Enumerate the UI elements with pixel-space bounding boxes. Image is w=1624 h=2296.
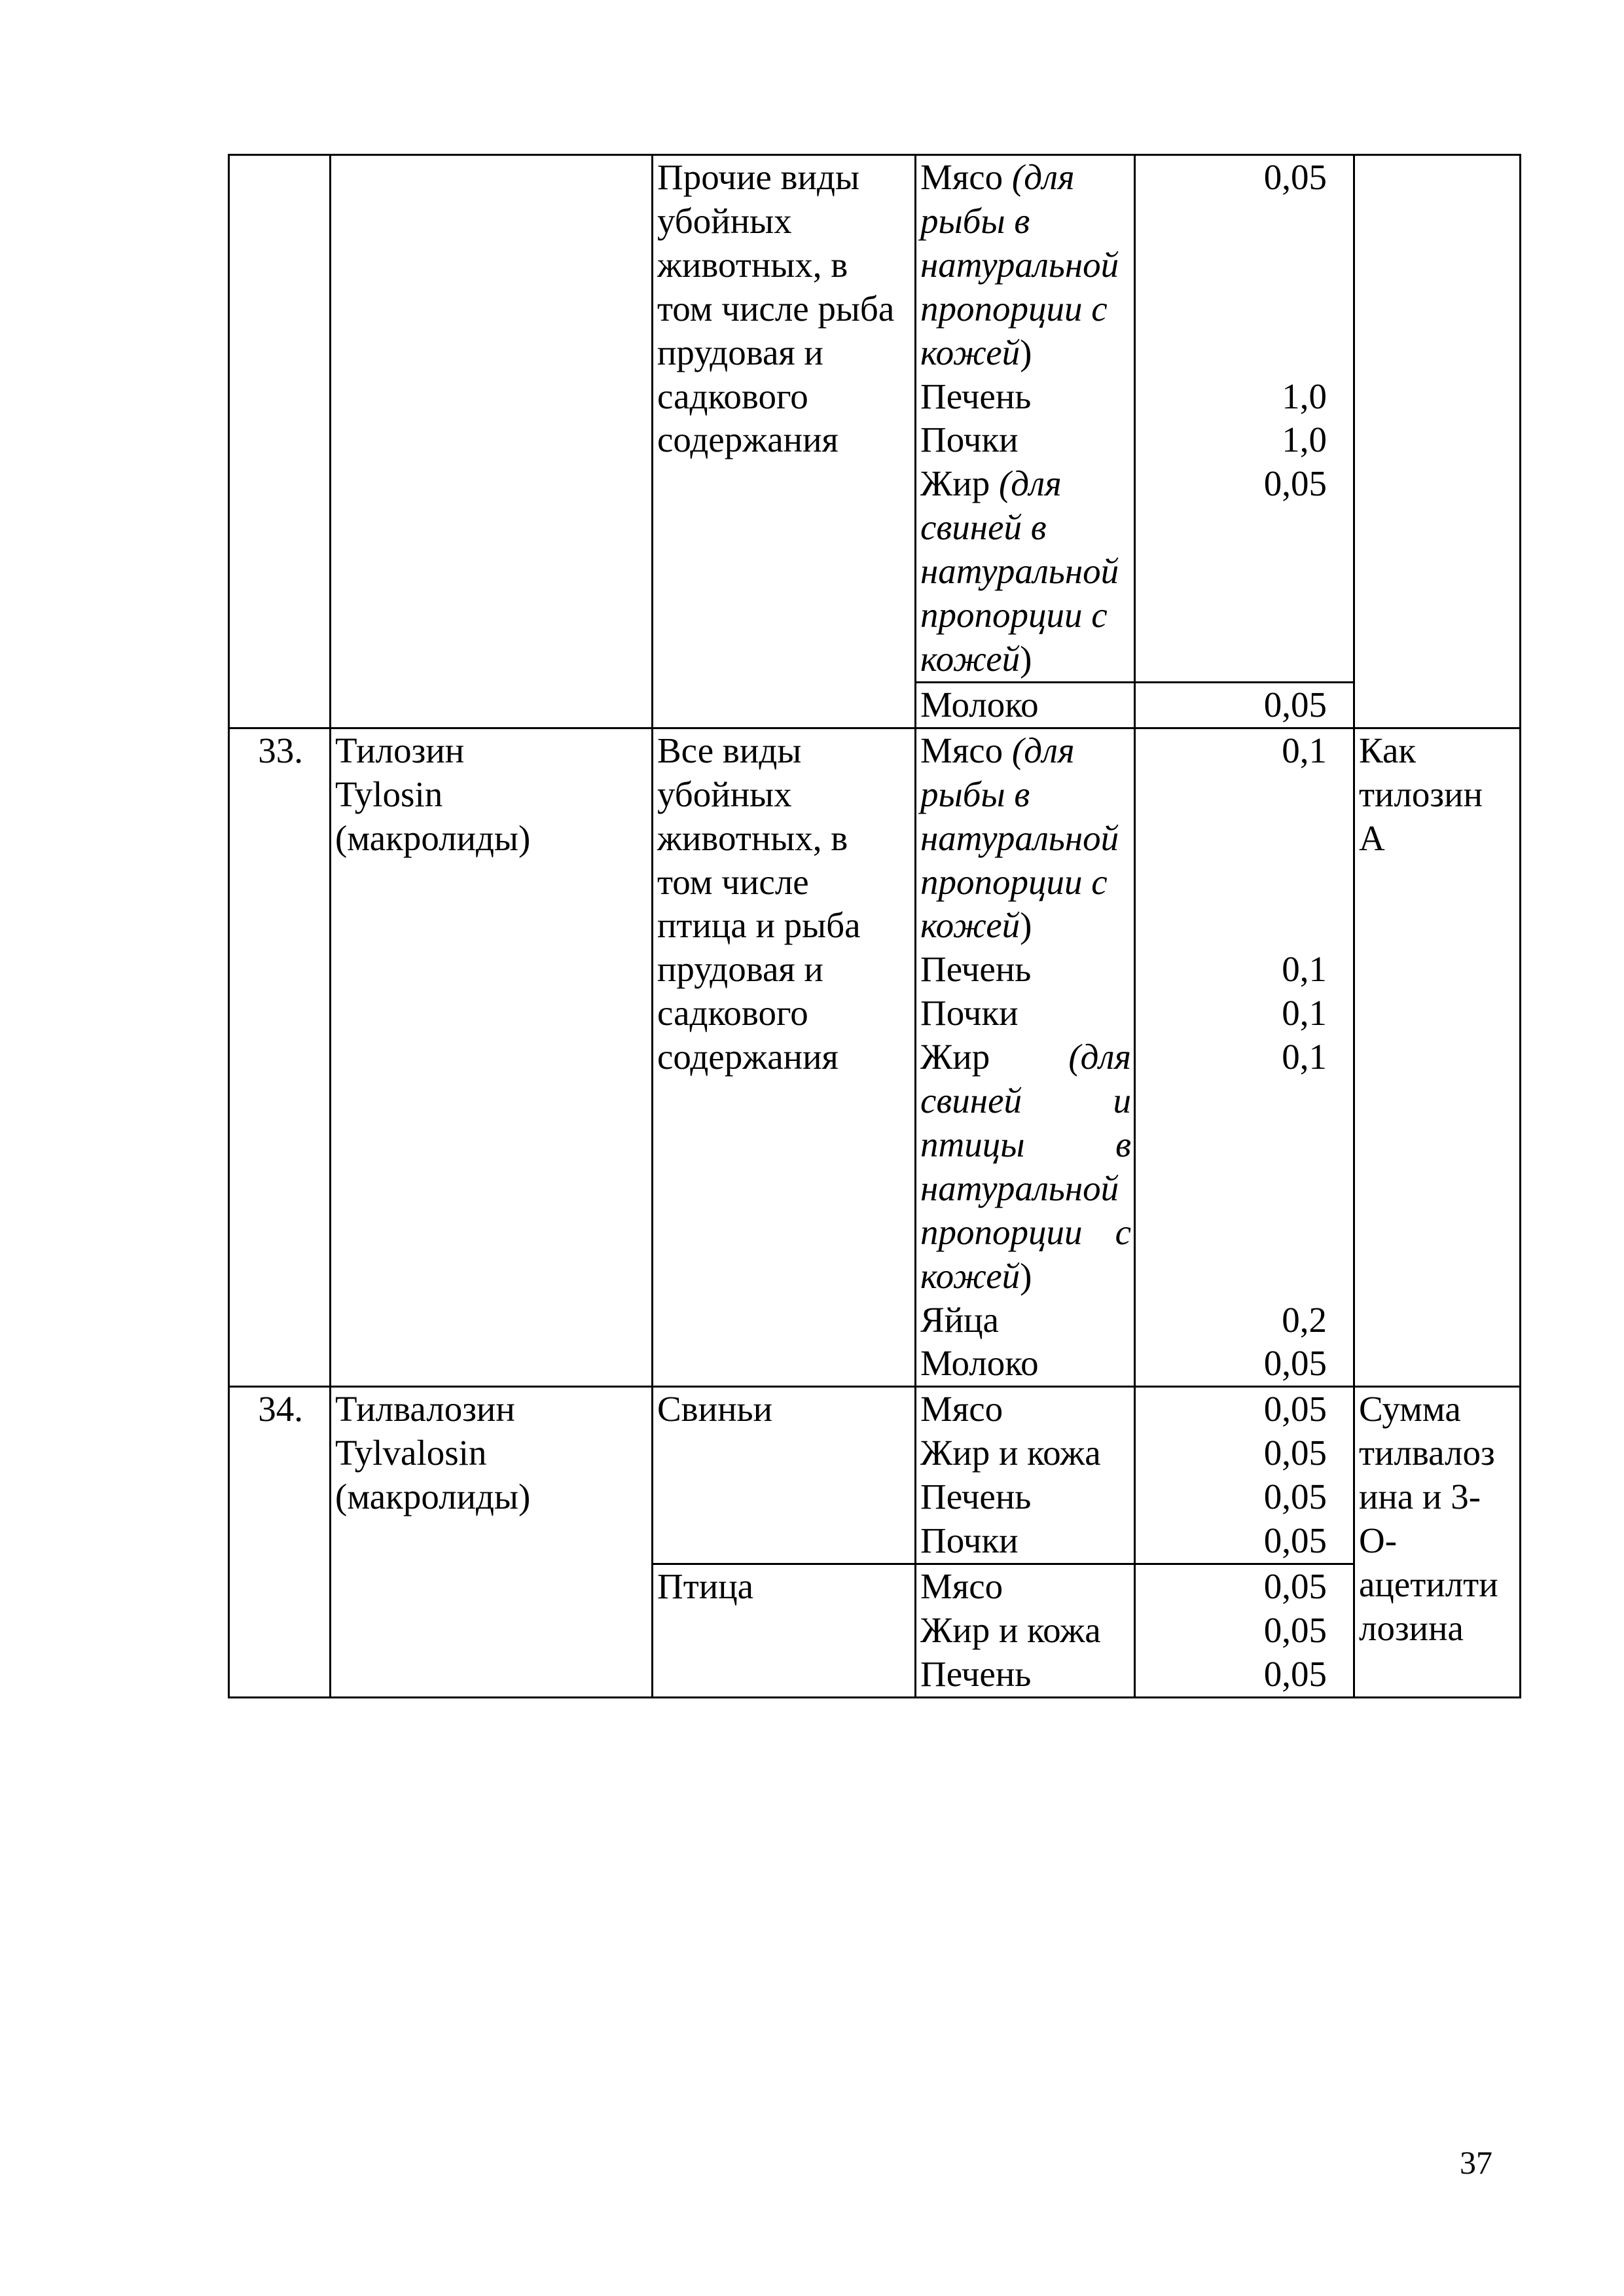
line: животных, в [657, 817, 848, 858]
species-list [653, 729, 914, 1079]
species-list [653, 156, 914, 462]
level-list [1136, 1388, 1353, 1563]
table-row-tylvalosin-pigs [229, 1387, 1521, 1564]
line: 0,05 [1263, 1566, 1327, 1606]
tissue-list [916, 1565, 1134, 1696]
tissue-item: Жир (для [920, 463, 1062, 504]
level-item: 1,0 [1282, 376, 1327, 416]
tissue-qualifier-line: пропорции с [920, 595, 1108, 636]
line: тилвалоз [1359, 1433, 1495, 1473]
line: 0,05 [1263, 1520, 1327, 1561]
line: Жир и кожа [920, 1609, 1101, 1650]
cell-substance [331, 1387, 653, 1697]
cell-number [229, 728, 331, 1387]
species-pigs: Свиньи [657, 1389, 773, 1429]
cell-substance-empty [331, 155, 653, 728]
level-milk: 0,05 [1263, 1343, 1327, 1384]
line: Мясо [920, 1389, 1003, 1429]
tissue-qualifier-line: кожей) [920, 332, 1032, 372]
line: 0,05 [1263, 1653, 1327, 1694]
mrl-table [228, 154, 1521, 1698]
line: животных, в [657, 244, 848, 285]
line: лозина [1359, 1607, 1464, 1648]
line: 0,05 [1263, 1609, 1327, 1650]
tissue-liver: Печень [920, 949, 1032, 990]
substance-group: (макролиды) [335, 1477, 531, 1517]
cell-levels [1135, 155, 1354, 683]
line: тилозин [1359, 774, 1483, 814]
cell-marker-empty [1354, 155, 1521, 728]
line: прудовая и [657, 949, 823, 990]
tissue-eggs: Яйца [920, 1299, 999, 1340]
tissue-list [916, 1388, 1134, 1563]
cell-number [229, 1387, 331, 1697]
level-list [1136, 1565, 1353, 1696]
line: Все виды [657, 730, 802, 770]
tissue-item: Почки [920, 420, 1019, 460]
tissue-meat: Мясо (для [920, 730, 1075, 770]
line: О- [1359, 1520, 1398, 1561]
cell-milk [916, 682, 1135, 728]
line: убойных [657, 774, 792, 814]
line: Прочие виды [657, 157, 859, 197]
level-list [1136, 156, 1353, 506]
line: том числе рыба [657, 288, 895, 329]
cell-milk-level [1135, 682, 1354, 728]
cell-levels [1135, 728, 1354, 1387]
substance-group: (макролиды) [335, 817, 531, 858]
level-item: 1,0 [1282, 420, 1327, 460]
cell-species [653, 728, 916, 1387]
level-item: 0,05 [1263, 463, 1327, 504]
line: прудовая и [657, 332, 823, 372]
line: Жир и кожа [920, 1433, 1101, 1473]
cell-species [653, 155, 916, 728]
marker-list [1355, 1388, 1519, 1650]
level-liver: 0,1 [1282, 949, 1327, 990]
level-item: 0,05 [1263, 157, 1327, 197]
line: убойных [657, 200, 792, 241]
level-fat: 0,1 [1282, 1037, 1327, 1077]
line: содержания [657, 1037, 839, 1077]
tissue-milk: Молоко [920, 684, 1039, 725]
cell-tissues: Мясо (для рыбы в натуральной пропорции с кожей) Печень Почки Жир (для свиней и птицы в натуральной пропорции с кожей) Яйца Молоко [916, 728, 1135, 1387]
line: садкового [657, 376, 808, 416]
cell-levels-poultry [1135, 1564, 1354, 1698]
cell-marker [1354, 728, 1521, 1387]
substance-name-ru: Тилозин [335, 730, 465, 770]
cell-species-poultry [653, 1564, 916, 1698]
line: 0,05 [1263, 1433, 1327, 1473]
cell-marker [1354, 1387, 1521, 1697]
tissue-kidney: Почки [920, 993, 1019, 1033]
line: содержания [657, 420, 839, 460]
line: 0,05 [1263, 1477, 1327, 1517]
tissue-qualifier-line: кожей) [920, 638, 1032, 679]
line: Печень [920, 1477, 1032, 1517]
marker-list [1355, 729, 1519, 861]
cell-species-pigs [653, 1387, 916, 1564]
row-number: 34. [258, 1389, 303, 1429]
line: Печень [920, 1653, 1032, 1694]
page-number: 37 [1460, 2144, 1492, 2181]
substance-name-lat: Tylvalosin [335, 1433, 487, 1473]
tissue-qualifier-line: натуральной [920, 244, 1119, 285]
line: птица и рыба [657, 905, 861, 946]
line: Сумма [1359, 1389, 1461, 1429]
substance-name-lat: Tylosin [335, 774, 443, 814]
line: ина и 3- [1359, 1477, 1481, 1517]
cell-tissues-poultry [916, 1564, 1135, 1698]
species-poultry: Птица [657, 1566, 754, 1606]
tissue-qualifier-line: рыбы в [920, 200, 1030, 241]
cell-substance [331, 728, 653, 1387]
tissue-milk: Молоко [920, 1343, 1039, 1384]
line: том числе [657, 861, 809, 902]
cell-tissues [916, 155, 1135, 683]
tissue-item: Печень [920, 376, 1032, 416]
level-kidney: 0,1 [1282, 993, 1327, 1033]
line: Почки [920, 1520, 1019, 1561]
line: ацетилти [1359, 1564, 1498, 1604]
substance-name-ru: Тилвалозин [335, 1389, 515, 1429]
row-number: 33. [258, 730, 303, 770]
level-eggs: 0,2 [1282, 1299, 1327, 1340]
line: А [1359, 817, 1385, 858]
tissue-qualifier-line: натуральной [920, 551, 1119, 592]
line: Как [1359, 730, 1416, 770]
tissue-qualifier-line: пропорции с [920, 288, 1108, 329]
level-meat: 0,1 [1282, 730, 1327, 770]
tissue-fat: Жир (для [920, 1037, 1131, 1077]
tissue-qualifier-line: свиней в [920, 507, 1047, 548]
tissue-item: Мясо (для [920, 157, 1075, 197]
table-row-tylosin [229, 728, 1521, 1387]
table-row-continued [229, 155, 1521, 683]
cell-number-empty [229, 155, 331, 728]
line: 0,05 [1263, 1389, 1327, 1429]
tissue-list [916, 156, 1134, 681]
line: Мясо [920, 1566, 1003, 1606]
level-milk: 0,05 [1263, 684, 1327, 725]
cell-levels-pigs [1135, 1387, 1354, 1564]
cell-tissues-pigs [916, 1387, 1135, 1564]
line: садкового [657, 993, 808, 1033]
